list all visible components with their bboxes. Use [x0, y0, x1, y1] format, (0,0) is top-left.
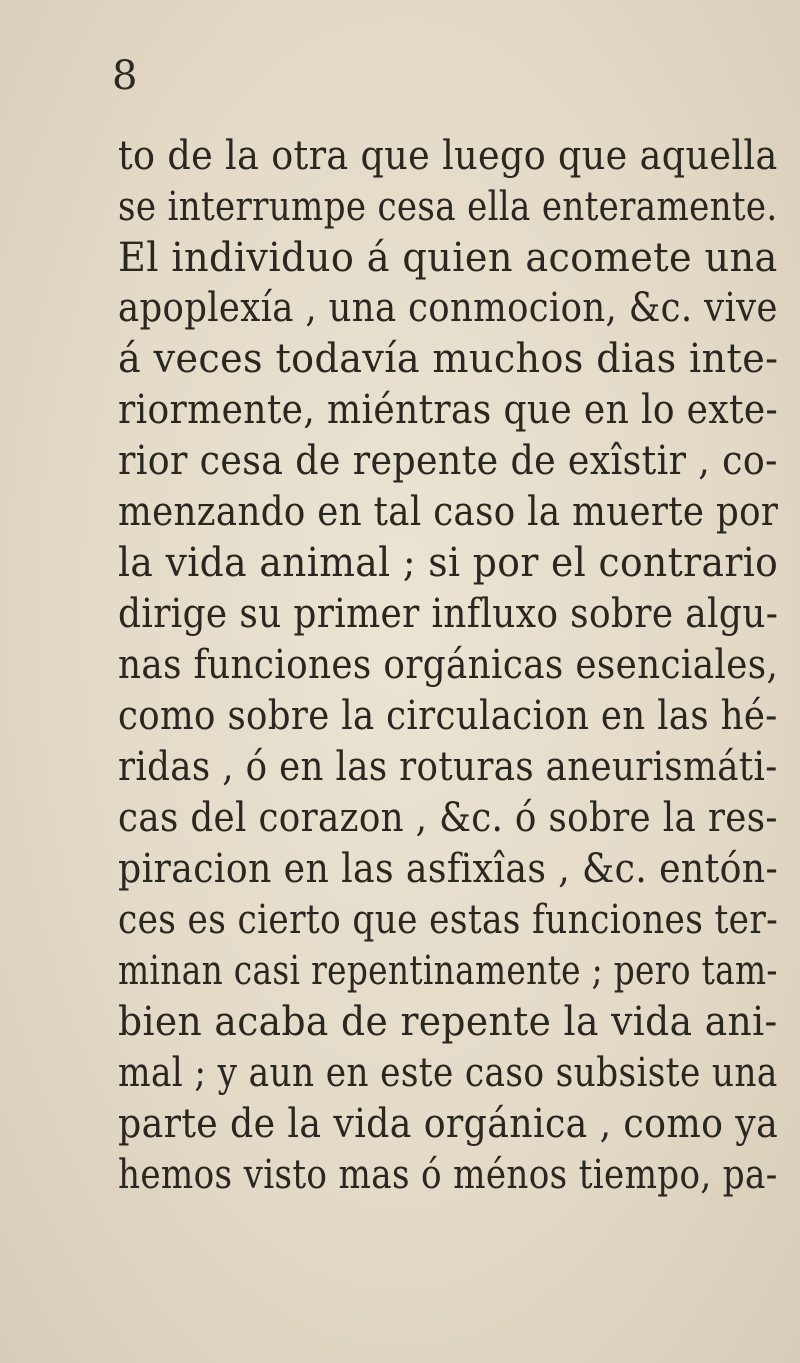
text-line: ridas , ó en las roturas aneurismáti-: [118, 744, 778, 790]
text-line: riormente, miéntras que en lo exte-: [118, 387, 779, 433]
text-line: ces es cierto que estas funciones ter-: [118, 897, 779, 943]
text-line: á veces todavía muchos dias inte-: [118, 336, 779, 382]
text-line: piracion en las asfixîas , &c. entón-: [118, 846, 779, 892]
text-line: parte de la vida orgánica , como ya: [118, 1101, 779, 1147]
text-line: El individuo á quien acomete una: [118, 235, 778, 281]
text-line: se interrumpe cesa ella enteramente.: [118, 184, 778, 230]
text-line: apoplexía , una conmocion, &c. vive: [118, 285, 778, 331]
text-line: bien acaba de repente la vida ani-: [118, 999, 778, 1045]
text-line: minan casi repentinamente ; pero tam-: [118, 948, 778, 994]
text-line: rior cesa de repente de exîstir , co-: [118, 438, 778, 484]
text-line: como sobre la circulacion en las hé-: [118, 693, 778, 739]
text-line: menzando en tal caso la muerte por: [118, 489, 779, 535]
text-line: to de la otra que luego que aquella: [118, 133, 778, 179]
text-line: cas del corazon , &c. ó sobre la res-: [118, 795, 778, 841]
text-line: la vida animal ; si por el contrario: [118, 540, 779, 586]
text-line: hemos visto mas ó ménos tiempo, pa-: [118, 1152, 778, 1198]
page-number: 8: [112, 53, 138, 99]
text-line: nas funciones orgánicas esenciales,: [118, 642, 779, 688]
text-line: dirige su primer influxo sobre algu-: [118, 591, 779, 637]
text-line: mal ; y aun en este caso subsiste una: [118, 1050, 778, 1096]
